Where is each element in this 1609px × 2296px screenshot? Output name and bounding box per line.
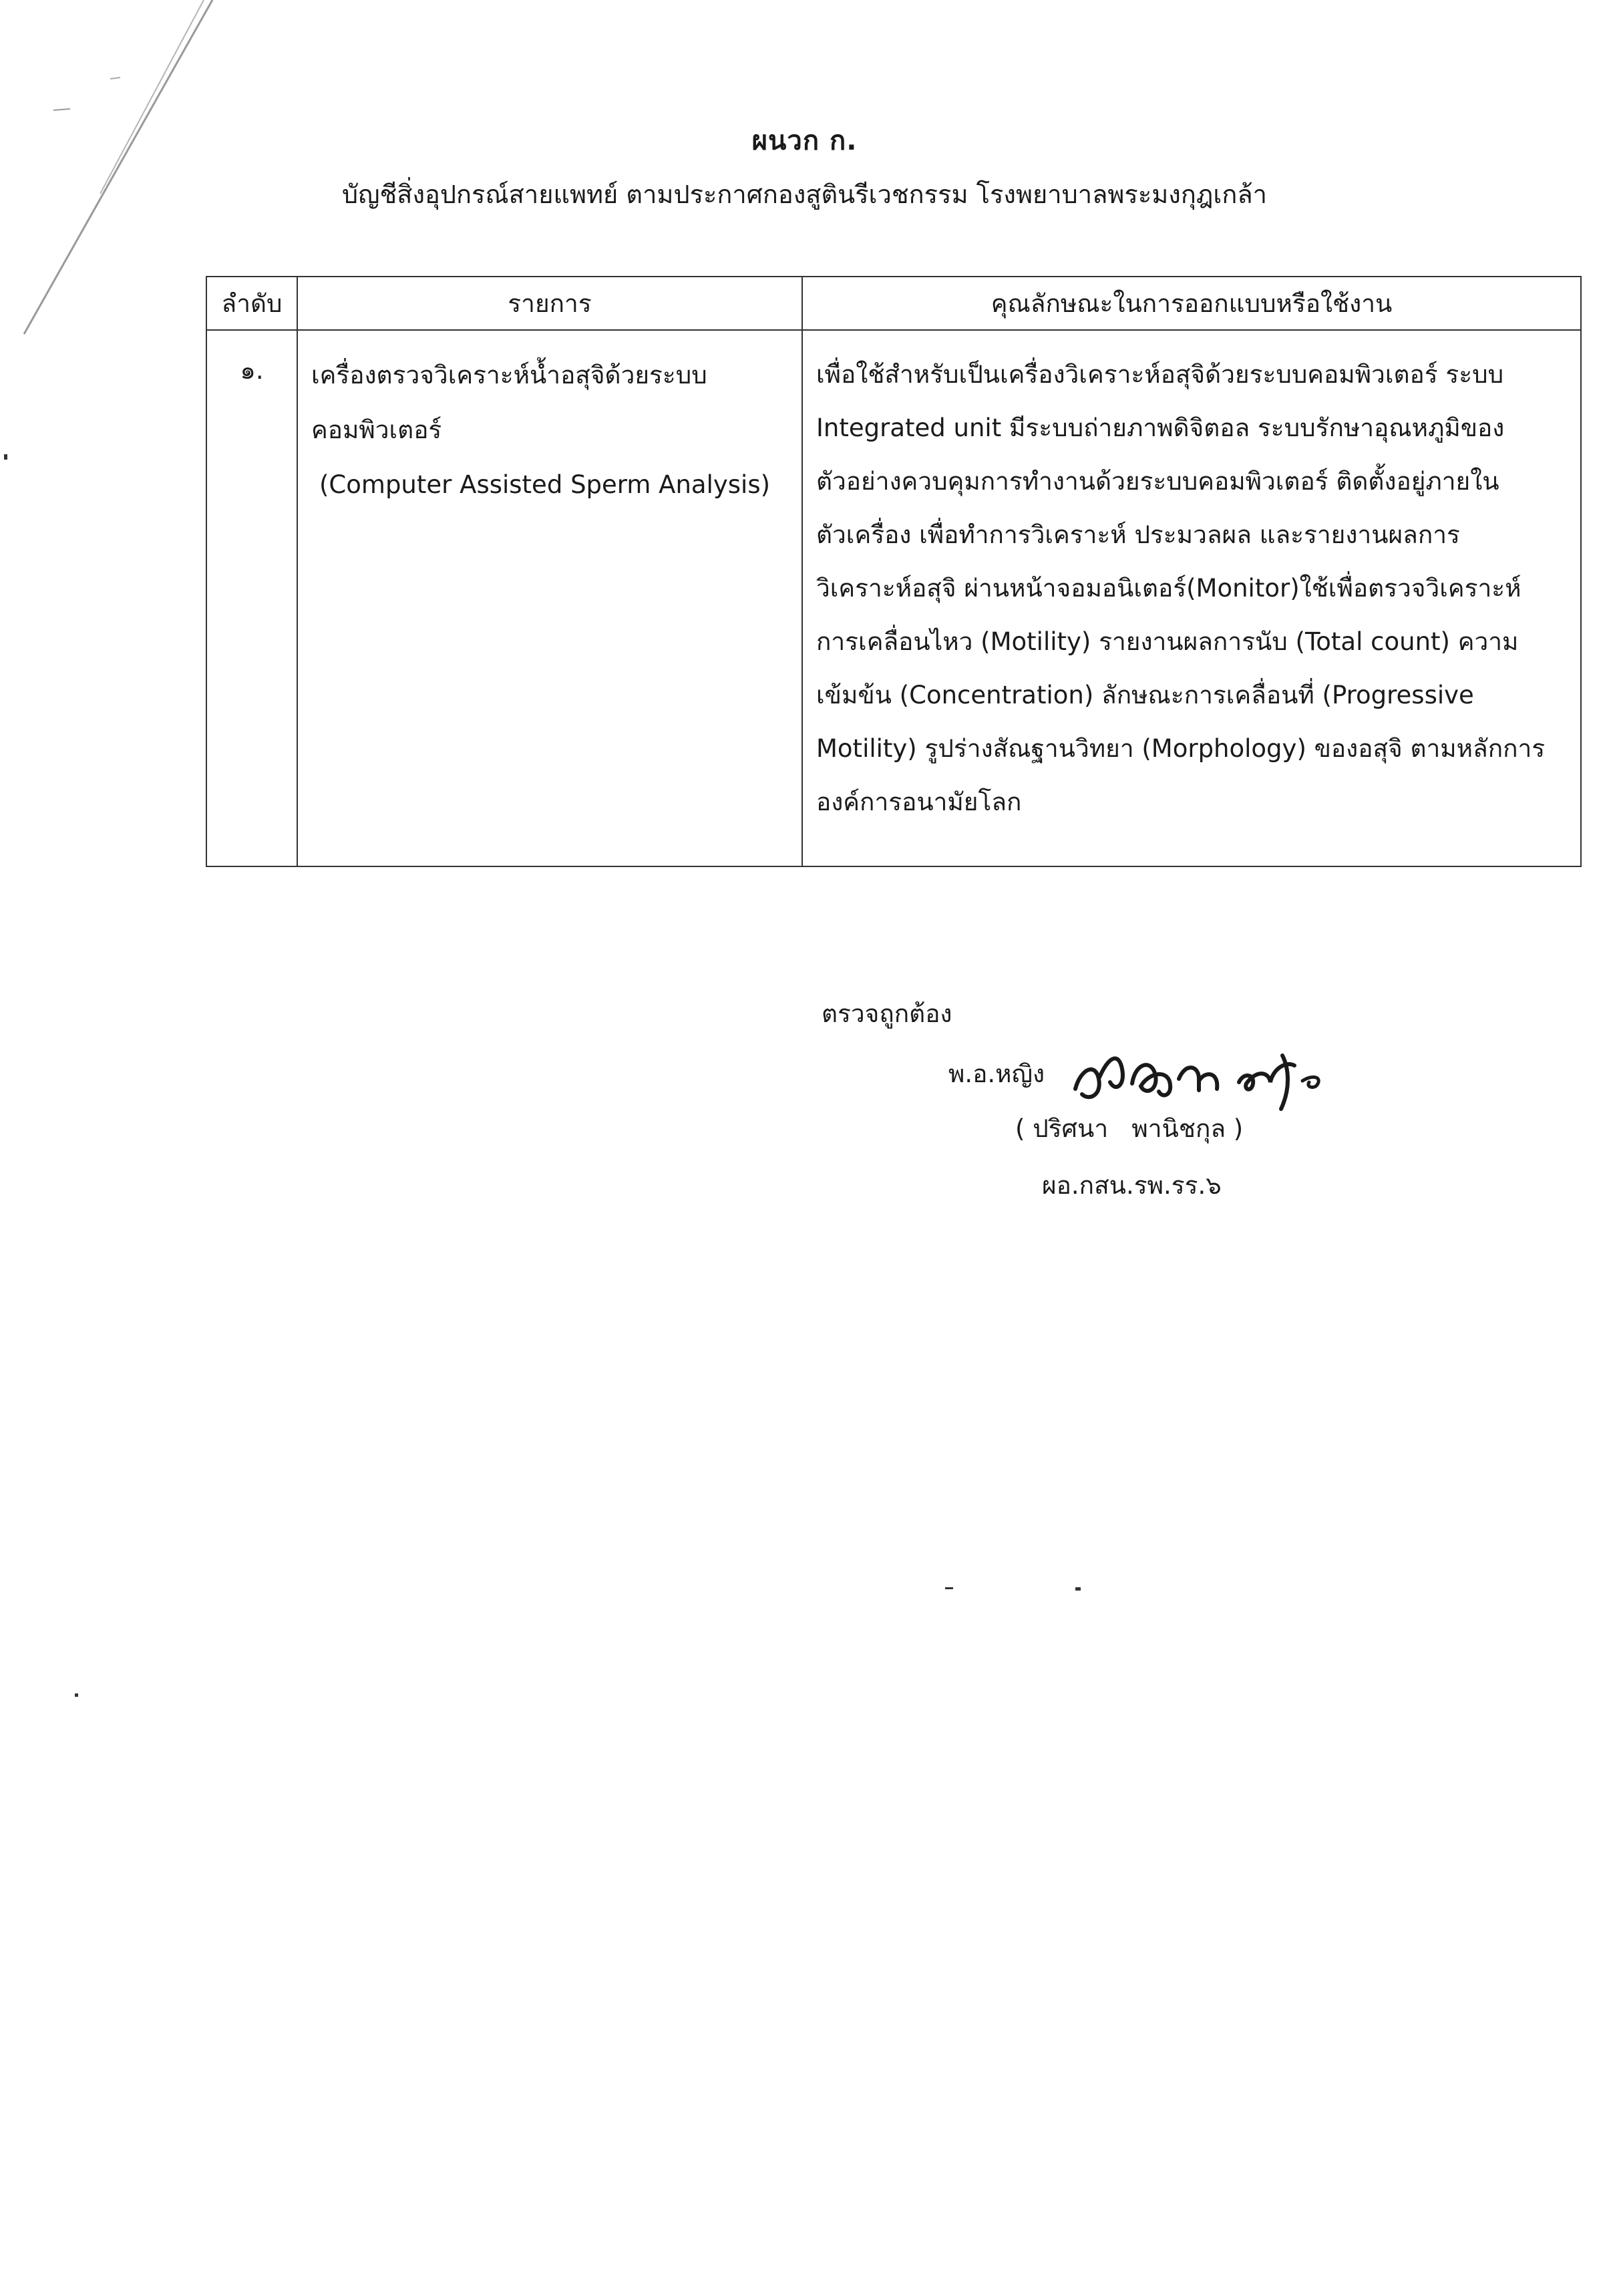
spec-line: Motility) รูปร่างสัณฐานวิทยา (Morphology) ของอสุจิ ตามหลักการ	[816, 734, 1546, 763]
equipment-table	[206, 276, 1582, 867]
header-spec: คุณลักษณะในการออกแบบหรือใช้งาน	[802, 277, 1581, 330]
scan-speck	[1075, 1587, 1081, 1591]
header-item: รายการ	[297, 277, 802, 330]
spec-line: องค์การอนามัยโลก	[816, 788, 1022, 816]
spec-line: Integrated unit มีระบบถ่ายภาพดิจิตอล ระบบรักษาอุณหภูมิของ	[816, 414, 1505, 442]
header-no: ลำดับ	[206, 277, 297, 330]
annex-title: ผนวก ก.	[751, 126, 858, 156]
item-name-line: เครื่องตรวจวิเคราะห์น้ำอสุจิด้วยระบบ	[311, 361, 707, 389]
annex-subtitle: บัญชีสิ่งอุปกรณ์สายแพทย์ ตามประกาศกองสูตินรีเวชกรรม โรงพยาบาลพระมงกุฎเกล้า	[342, 180, 1267, 209]
scan-speck	[4, 454, 7, 460]
signature-row	[948, 1042, 1349, 1116]
spec-line: เพื่อใช้สำหรับเป็นเครื่องวิเคราะห์อสุจิด้วยระบบคอมพิวเตอร์ ระบบ	[816, 360, 1504, 389]
spec-cell	[802, 330, 1581, 866]
spec-line: การเคลื่อนไหว (Motility) รายงานผลการนับ (Total count) ความ	[816, 627, 1519, 656]
spec-line: วิเคราะห์อสุจิ ผ่านหน้าจอมอนิเตอร์(Monitor)ใช้เพื่อตรวจวิเคราะห์	[816, 574, 1522, 603]
table-row	[206, 330, 1581, 866]
scan-speck	[75, 1693, 78, 1697]
item-name-line: คอมพิวเตอร์	[311, 416, 442, 444]
handwritten-signature	[1069, 1042, 1329, 1116]
item-cell	[297, 330, 802, 866]
table-header-row	[206, 277, 1581, 330]
signer-name: ( ปริศนา พานิชกุล )	[1015, 1114, 1244, 1143]
item-english-name: (Computer Assisted Sperm Analysis)	[319, 470, 771, 499]
verified-label: ตรวจถูกต้อง	[822, 999, 952, 1028]
spec-line: เข้มข้น (Concentration) ลักษณะการเคลื่อนที่ (Progressive	[816, 681, 1474, 709]
spec-line: ตัวเครื่อง เพื่อทำการวิเคราะห์ ประมวลผล และรายงานผลการ	[816, 520, 1460, 549]
row-number: ๑.	[206, 330, 297, 866]
rank-prefix: พ.อ.หญิง	[948, 1059, 1045, 1088]
scan-speck	[945, 1587, 953, 1589]
signer-position: ผอ.กสน.รพ.รร.๖	[1042, 1171, 1222, 1200]
spec-line: ตัวอย่างควบคุมการทำงานด้วยระบบคอมพิวเตอร์ ติดตั้งอยู่ภายใน	[816, 467, 1499, 496]
